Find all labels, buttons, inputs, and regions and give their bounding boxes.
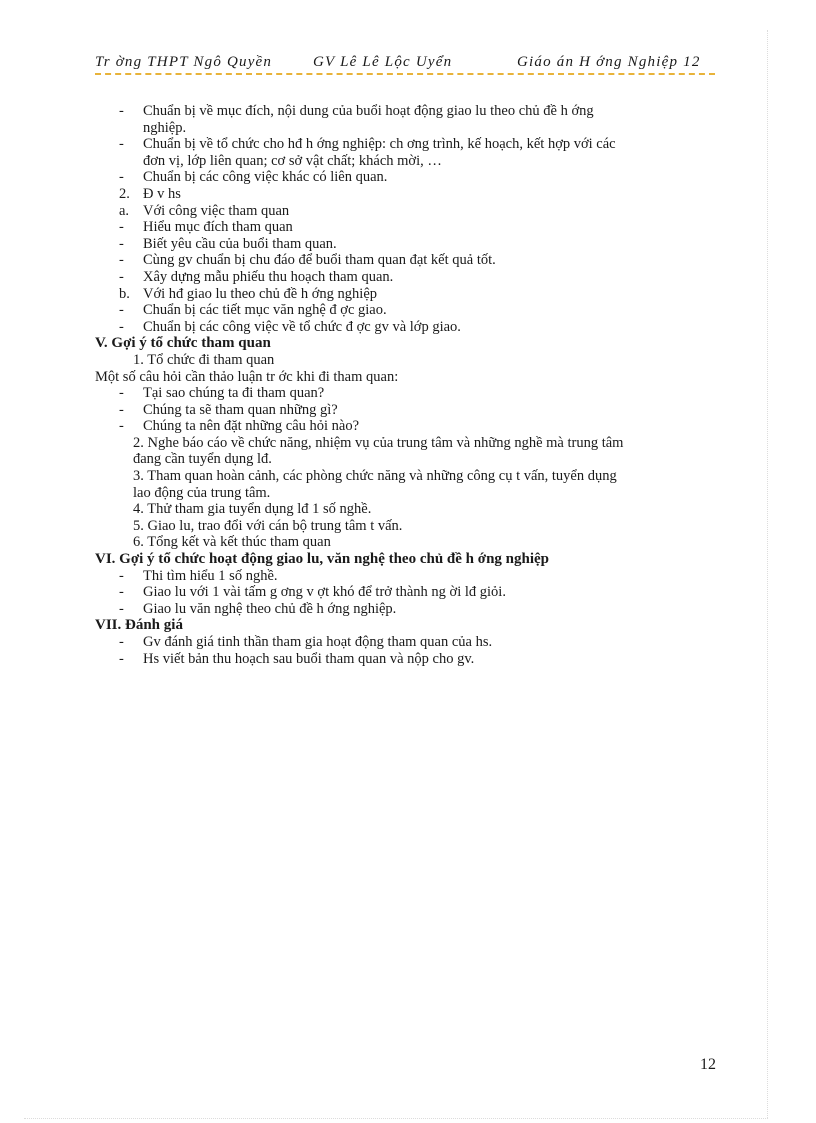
text-line xyxy=(95,584,725,601)
header-subject: Giáo án H ớng Nghiệp 12 xyxy=(517,54,701,70)
line-text: Chúng ta sẽ tham quan những gì? xyxy=(143,401,338,418)
line-text: Thi tìm hiểu 1 số nghề. xyxy=(143,567,278,584)
text-line xyxy=(95,352,725,369)
line-text: Đ v hs xyxy=(143,185,181,202)
line-text: Chuẩn bị các công việc về tổ chức đ ợc gv và lớp giao. xyxy=(143,318,461,335)
list-marker: b. xyxy=(119,285,130,302)
list-marker: 2. xyxy=(119,185,130,202)
text-line xyxy=(95,103,725,120)
line-text: đang cần tuyển dụng lđ. xyxy=(133,451,272,468)
line-text: Chuẩn bị các tiết mục văn nghệ đ ợc giao. xyxy=(143,302,387,319)
line-text: Giao lu với 1 vài tấm g ơng v ợt khó để trở thành ng ời lđ giỏi. xyxy=(143,584,506,601)
line-text: 5. Giao lu, trao đổi với cán bộ trung tâm t vấn. xyxy=(133,517,403,534)
text-line xyxy=(95,153,725,170)
line-text: Chuẩn bị về tổ chức cho hđ h ớng nghiệp: ch ơng trình, kế hoạch, kết hợp với các xyxy=(143,136,616,153)
line-text: Chuẩn bị về mục đích, nội dung của buổi hoạt động giao lu theo chủ đề h ớng xyxy=(143,103,594,119)
text-line xyxy=(95,485,725,502)
line-text: VII. Đánh giá xyxy=(95,617,183,634)
text-line xyxy=(95,451,725,468)
text-line xyxy=(95,601,725,618)
text-line xyxy=(95,435,725,452)
line-text: Với công việc tham quan xyxy=(143,202,290,219)
line-text: Hs viết bản thu hoạch sau buổi tham quan và nộp cho gv. xyxy=(143,650,475,667)
line-text: V. Gợi ý tổ chức tham quan xyxy=(95,335,271,352)
line-text: 1. Tổ chức đi tham quan xyxy=(133,351,275,368)
line-text: Với hđ giao lu theo chủ đề h ớng nghiệp xyxy=(143,285,378,302)
text-line xyxy=(95,518,725,535)
line-text: đơn vị, lớp liên quan; cơ sở vật chất; khách mời, … xyxy=(143,152,442,169)
text-line xyxy=(95,286,725,303)
line-text: 6. Tổng kết và kết thúc tham quan xyxy=(133,534,331,551)
text-line xyxy=(95,269,725,286)
text-line xyxy=(95,219,725,236)
section-heading xyxy=(95,617,725,634)
text-line xyxy=(95,534,725,551)
text-line xyxy=(95,385,725,402)
document-body xyxy=(95,103,725,667)
text-line xyxy=(95,203,725,220)
line-text: Biết yêu cầu của buổi tham quan. xyxy=(143,235,337,252)
text-line xyxy=(95,402,725,419)
text-line xyxy=(95,418,725,435)
header-school: Tr ờng THPT Ngô Quyền xyxy=(95,54,273,70)
line-text: Hiểu mục đích tham quan xyxy=(143,219,293,236)
line-text: Tại sao chúng ta đi tham quan? xyxy=(143,385,325,402)
line-text: 4. Thử tham gia tuyển dụng lđ 1 số nghề. xyxy=(133,501,372,518)
text-line xyxy=(95,186,725,203)
list-marker: a. xyxy=(119,202,130,219)
line-text: 2. Nghe báo cáo về chức năng, nhiệm vụ của trung tâm và những nghề mà trung tâm xyxy=(133,434,624,451)
line-text: VI. Gợi ý tổ chức hoạt động giao lu, văn nghệ theo chủ đề h ớng nghiệp xyxy=(95,551,550,568)
line-text: 3. Tham quan hoàn cảnh, các phòng chức năng và những công cụ t vấn, tuyển dụng xyxy=(133,468,617,485)
line-text: Chúng ta nên đặt những câu hỏi nào? xyxy=(143,418,360,435)
text-line xyxy=(95,568,725,585)
text-line xyxy=(95,252,725,269)
section-heading xyxy=(95,551,725,568)
text-line xyxy=(95,302,725,319)
text-line xyxy=(95,136,725,153)
line-text: Chuẩn bị các công việc khác có liên quan. xyxy=(143,169,388,186)
header-divider xyxy=(95,73,715,75)
text-line xyxy=(95,236,725,253)
text-line xyxy=(95,634,725,651)
text-line xyxy=(95,319,725,336)
section-heading xyxy=(95,335,725,352)
line-text: Một số câu hỏi cần thảo luận tr ớc khi đi tham quan: xyxy=(95,368,399,385)
line-text: nghiệp. xyxy=(143,119,187,136)
line-text: Cùng gv chuẩn bị chu đáo để buổi tham quan đạt kết quả tốt. xyxy=(143,252,496,269)
line-text: Giao lu văn nghệ theo chủ đề h ớng nghiệp. xyxy=(143,600,397,617)
header-teacher: GV Lê Lê Lộc Uyển xyxy=(313,54,453,70)
line-text: lao động của trung tâm. xyxy=(133,484,271,501)
page-right-border xyxy=(767,30,768,1118)
text-line xyxy=(95,169,725,186)
text-line xyxy=(95,501,725,518)
text-line xyxy=(95,468,725,485)
line-text: Xây dựng mẫu phiếu thu hoạch tham quan. xyxy=(143,268,394,285)
text-line xyxy=(95,120,725,137)
page-bottom-border xyxy=(24,1118,768,1119)
page-number: 12 xyxy=(700,1056,716,1073)
text-line xyxy=(95,651,725,668)
text-line xyxy=(95,369,725,386)
line-text: Gv đánh giá tinh thần tham gia hoạt động tham quan của hs. xyxy=(143,634,493,650)
